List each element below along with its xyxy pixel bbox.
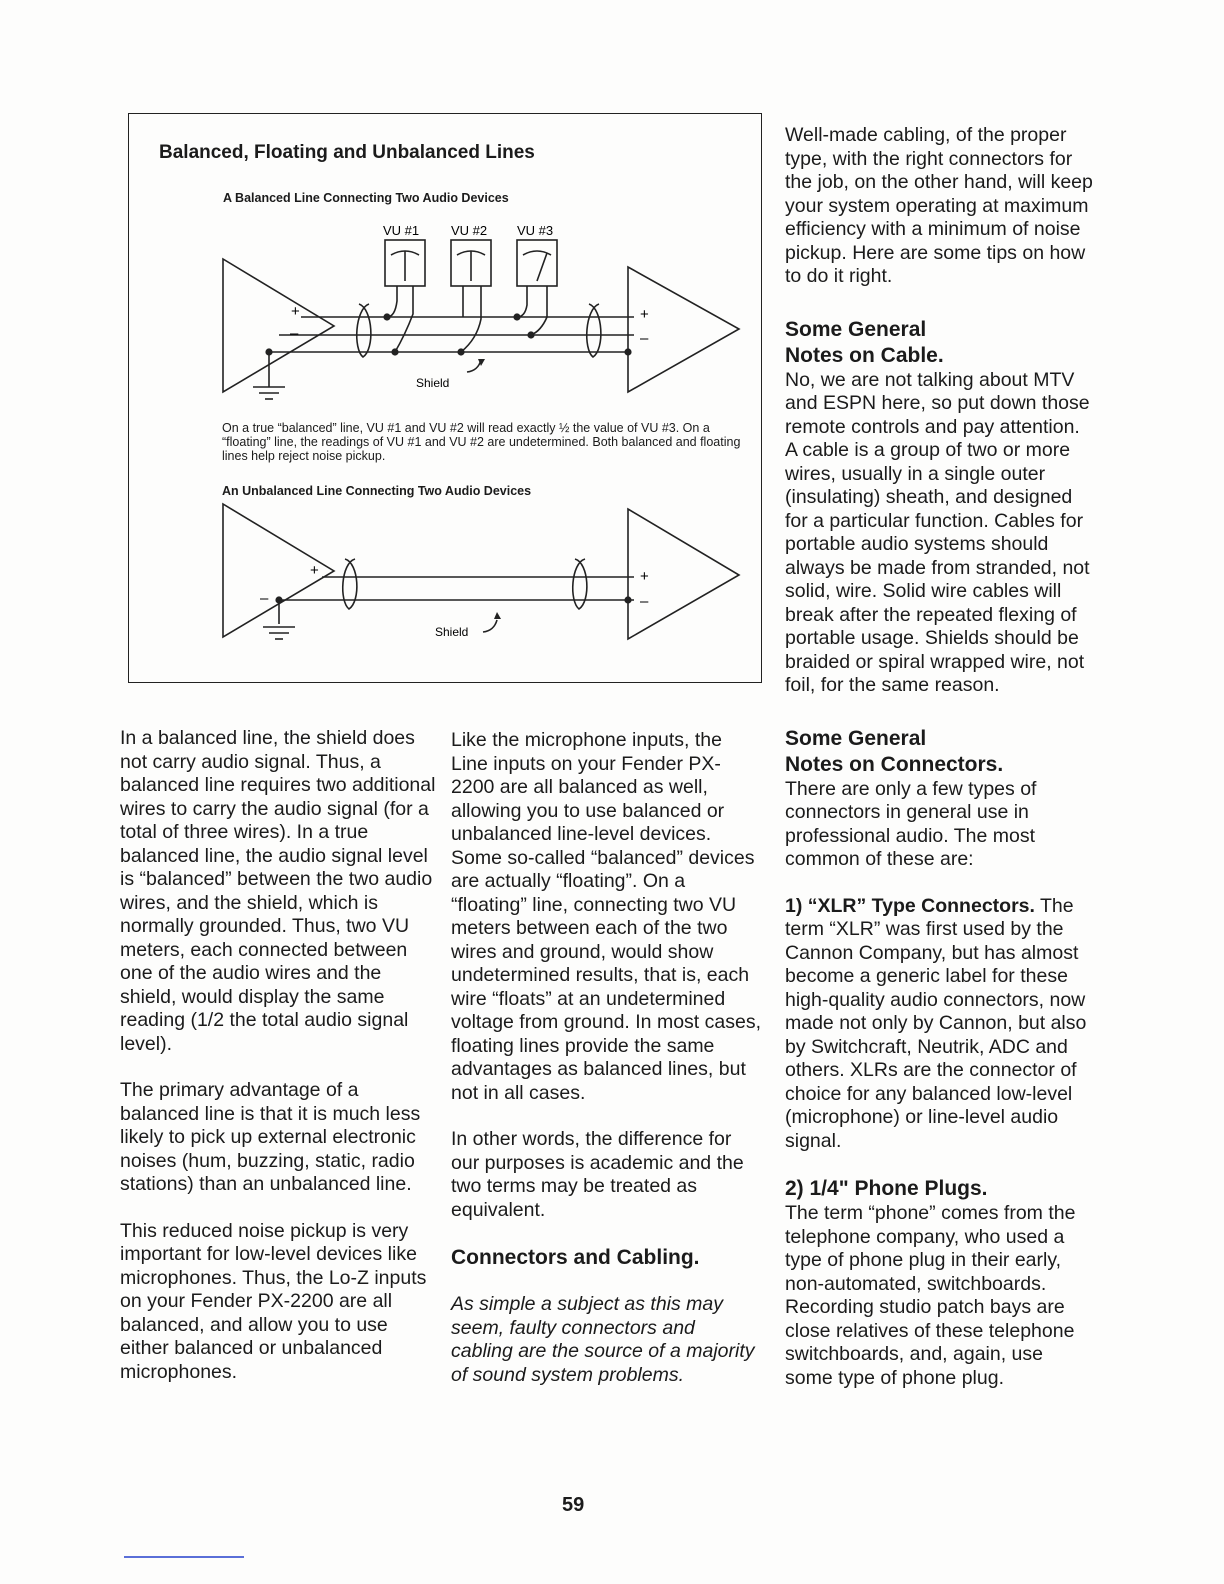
vu-label-1: VU #1 <box>383 223 420 238</box>
vu-label-3: VU #3 <box>517 223 554 238</box>
column-2 <box>451 729 761 1410</box>
figure-title: Balanced, Floating and Unbalanced Lines <box>159 142 535 163</box>
right-plus-sign: + <box>640 568 649 585</box>
vu-label-2: VU #2 <box>451 223 488 238</box>
connectors-heading-line-2: Notes on Connectors. <box>785 752 1004 776</box>
unbalanced-shield-label: Shield <box>435 625 469 639</box>
left-plus-sign: + <box>310 562 319 579</box>
unbalanced-line-diagram <box>129 499 761 679</box>
col2-paragraph-2: In other words, the difference for our purposes is academic and the two terms may be treated as equivalent. <box>451 1128 744 1221</box>
connectors-heading-line-1: Some General <box>785 726 927 750</box>
col3-paragraph-1: Well-made cabling, of the proper type, with the right connectors for the job, on the other hand, will keep your system operating at maximum efficiency with a minimum of noise pickup. Here are some tips on how to do it right. <box>785 124 1093 287</box>
col1-paragraph-3: This reduced noise pickup is very important for low-level devices like microphones. Thus, the Lo-Z inputs on your Fender PX-2200 are all balanced, and allow you to use either balanced or unbalanced microphones. <box>120 1219 427 1383</box>
left-plus-sign: + <box>291 303 300 320</box>
col2-paragraph-1: Like the microphone inputs, the Line inputs on your Fender PX-2200 are all balanced as well, allowing you to use balanced or unbalanced line-level devices. Some so-called “balanced” devices are actually “floating”. On a “floating” line, connecting two VU meters between each of the two wires and ground, would show undetermined results, that is, each wire “floats” at an undetermined voltage from ground. In most cases, floating lines provide the same advantages as balanced lines, but not in all cases. <box>451 729 761 1104</box>
right-plus-sign: + <box>640 306 649 323</box>
xlr-text: The term “XLR” was first used by the Cannon Company, but has almost become a generic label for these high-quality audio connectors, now made not only by Cannon, but also by Switchcraft, Neutrik, ADC and others. XLRs are the connector of choice for any balanced low-level (microphone) or line-level audio signal. <box>785 894 1087 1152</box>
right-minus-sign: – <box>640 330 649 347</box>
col1-paragraph-1: In a balanced line, the shield does not carry audio signal. Thus, a balanced line requires two additional wires to carry the audio signal (for a total of three wires). In a true balanced line, the audio signal level is “balanced” between the two audio wires, and the shield, which is normally grounded. Thus, two VU meters, each connected between one of the audio wires and the shield, would display the same reading (1/2 the total audio signal level). <box>120 727 436 1055</box>
cable-notes-text: No, we are not talking about MTV and ESPN here, so put down those remote controls and pay attention. A cable is a group of two or more wires, usually in a single outer (insulating) sheath, and designed for a particular function. Cables for portable audio systems should always be made from stranded, not solid, wire. Solid wire cables will break after the repeated flexing of portable usage. Shields should be braided or spiral wrapped wire, not foil, for the same reason. <box>785 368 1090 696</box>
page-number: 59 <box>562 1494 585 1516</box>
xlr-paragraph <box>785 895 1093 1154</box>
balanced-line-diagram <box>129 209 761 424</box>
figure-box <box>128 113 762 683</box>
cable-heading-line-2: Notes on Cable. <box>785 343 944 367</box>
xlr-heading: 1) “XLR” Type Connectors. <box>785 894 1035 917</box>
column-3 <box>785 124 1093 1413</box>
connectors-cabling-heading: Connectors and Cabling. <box>451 1246 700 1269</box>
phone-plugs-text: The term “phone” comes from the telephone company, who used a type of phone plug in their early, non-automated, switchboards. Recording studio patch bays are close relatives of these telephone switchboards, and, again, use some type of phone plug. <box>785 1202 1076 1389</box>
right-minus-sign: – <box>640 593 649 610</box>
unbalanced-subtitle: An Unbalanced Line Connecting Two Audio Devices <box>222 484 532 498</box>
col2-italic-intro: As simple a subject as this may seem, faulty connectors and cabling are the source of a majority of sound system problems. <box>451 1293 755 1386</box>
footer-rule <box>124 1556 244 1558</box>
left-minus-sign: – <box>290 325 299 342</box>
left-minus-sign: – <box>260 590 269 607</box>
balanced-subtitle: A Balanced Line Connecting Two Audio Devices <box>223 191 509 205</box>
connectors-notes-text: There are only a few types of connectors in general use in professional audio. The most common of these are: <box>785 777 1037 870</box>
left-amplifier-triangle <box>223 259 334 392</box>
cable-heading-line-1: Some General <box>785 317 927 341</box>
column-1 <box>120 727 438 1407</box>
figure-caption: On a true “balanced” line, VU #1 and VU #2 will read exactly ½ the value of VU #3. On a “floating” line, the readings of VU #1 and VU #2 are undetermined. Both balanced and floating lines help reject noise pickup. <box>222 421 741 463</box>
col1-paragraph-2: The primary advantage of a balanced line is that it is much less likely to pick up external electronic noises (hum, buzzing, static, radio stations) than an unbalanced line. <box>120 1079 421 1195</box>
phone-plugs-heading: 2) 1/4" Phone Plugs. <box>785 1177 988 1200</box>
balanced-shield-label: Shield <box>416 376 450 390</box>
